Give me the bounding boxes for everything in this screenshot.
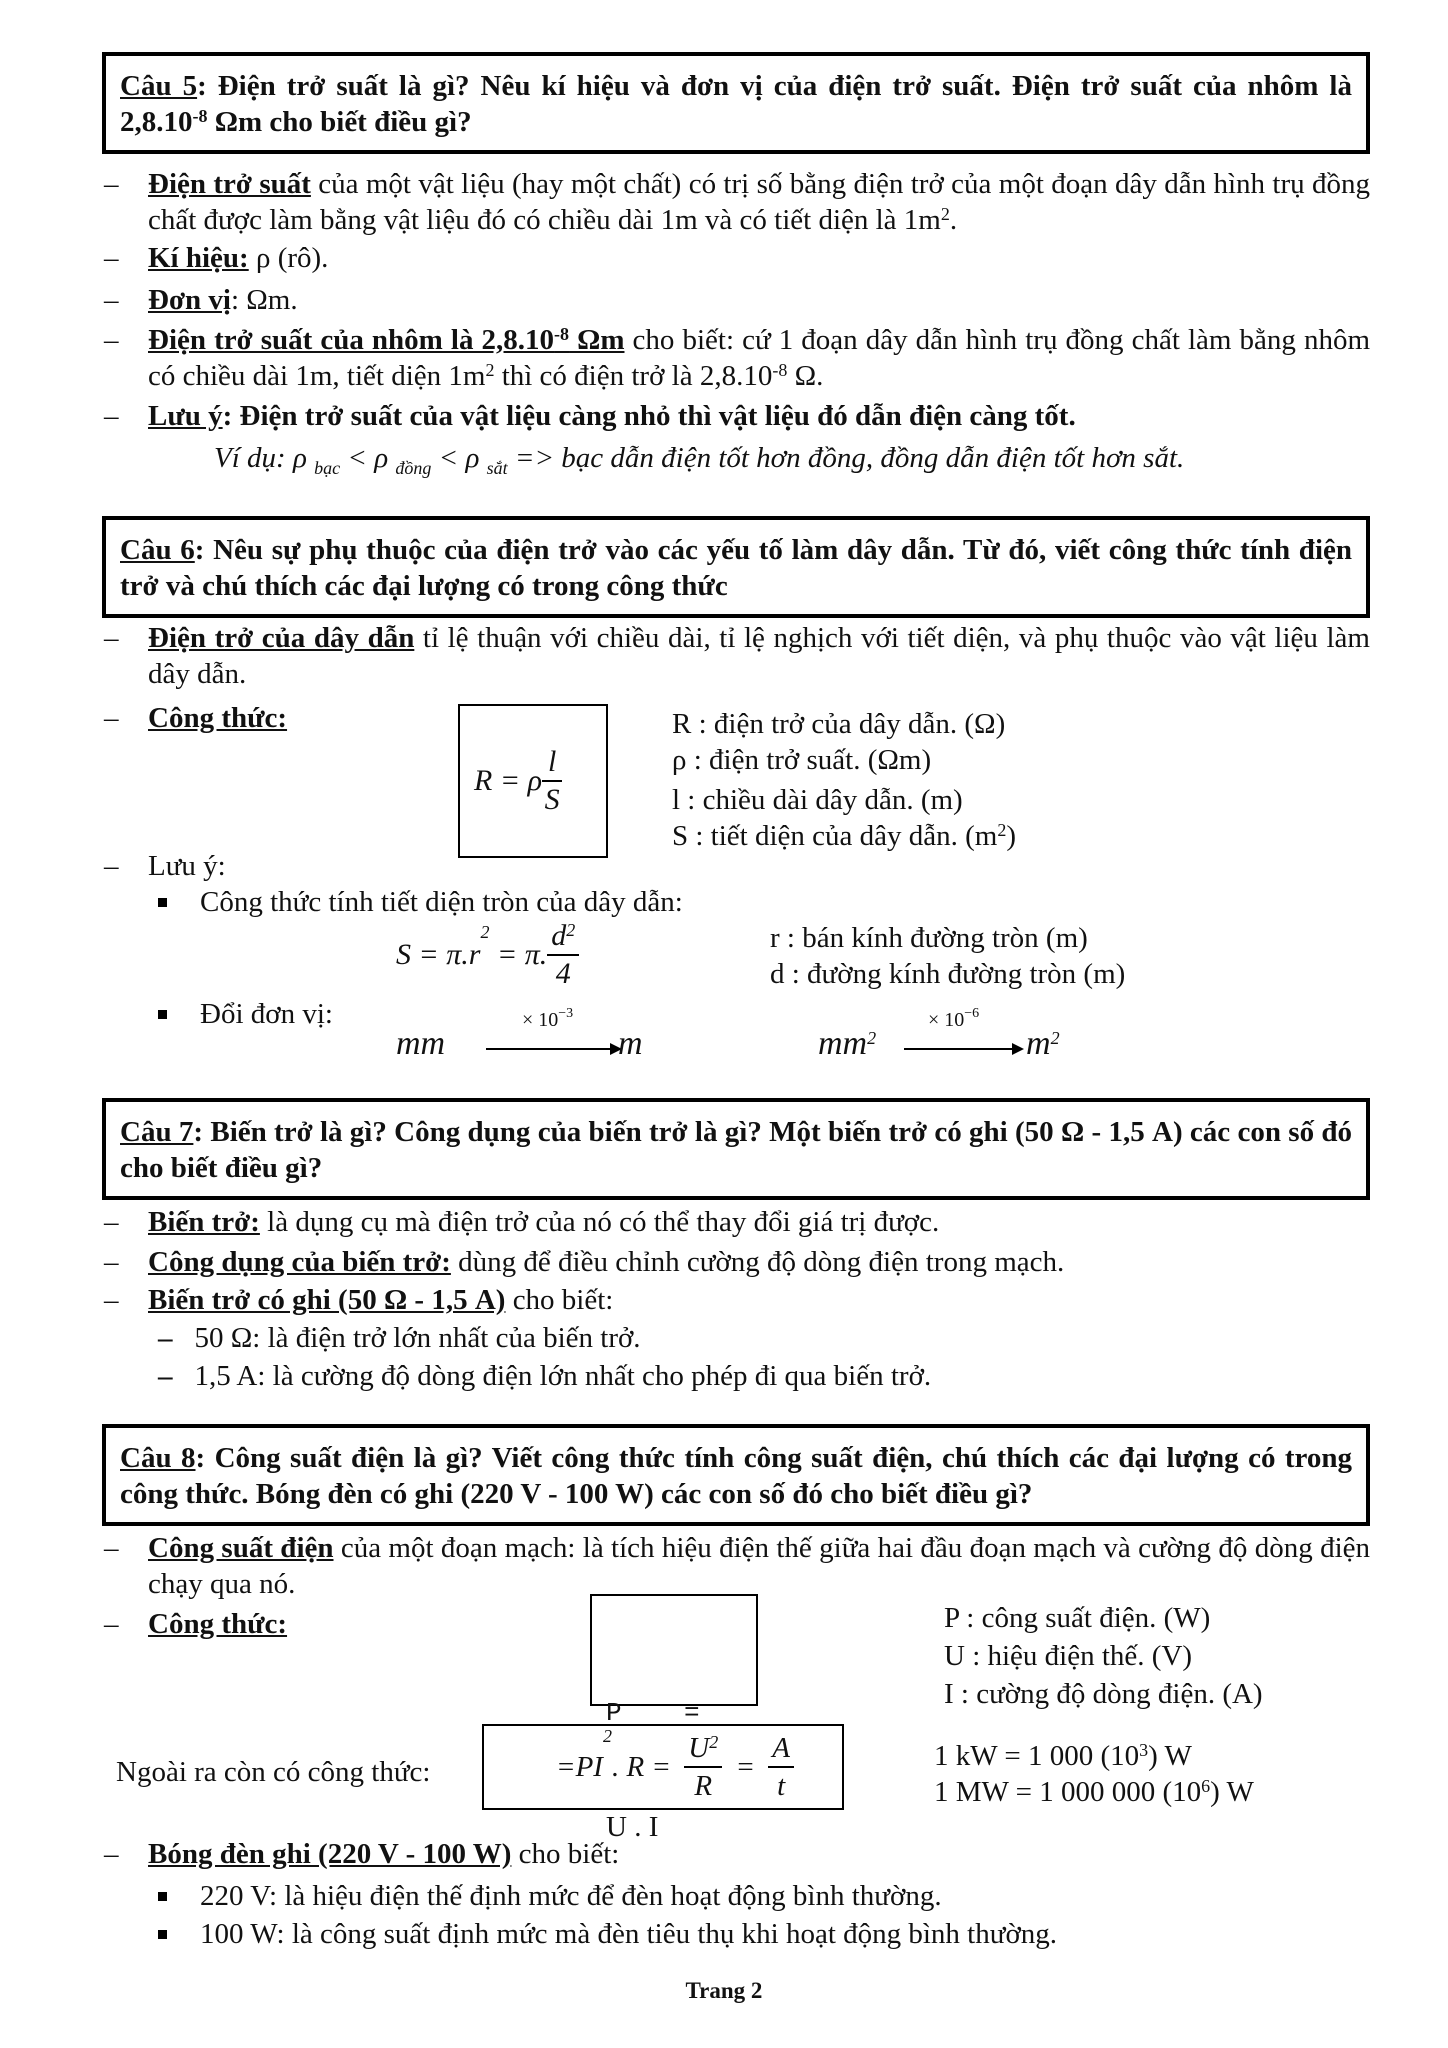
q5-definition (102, 166, 1370, 238)
dash: – (104, 324, 119, 356)
bullet-icon (158, 1930, 167, 1939)
question-8-label: Câu 8 (120, 1442, 196, 1474)
q6-legend-r: R : điện trở của dây dẫn. (Ω) (672, 708, 1006, 740)
q6-formula-box (458, 704, 608, 858)
q6-formula-denominator: S (544, 783, 560, 816)
q6-formula-label: Công thức: (148, 702, 288, 734)
conversion-factor: × $10^{-3}$ (522, 1006, 574, 1031)
q8-other-exponent: 2 (602, 1725, 612, 1746)
q7-rating-text: cho biết: (505, 1284, 614, 1316)
q6-legend-s-exponent: 2 (997, 820, 1007, 840)
q6-legend-rho: ρ : điện trở suất. (Ωm) (672, 744, 932, 776)
q8-other-label: Ngoài ra còn có công thức: (116, 1756, 431, 1788)
conversion-from-unit: $mm^2$ (818, 1025, 877, 1062)
q7-definition (102, 1204, 1370, 1240)
q8-other-denominator-2: t (777, 1770, 786, 1802)
q8-other-equals: = (735, 1750, 756, 1783)
q7-definition-text: là dụng cụ mà điện trở của nó có thể thay đổi giá trị được. (259, 1206, 940, 1238)
q7-rating-term: Biến trở có ghi (50 Ω - 1,5 A) (148, 1284, 506, 1316)
bullet-icon (158, 1010, 167, 1019)
dash: – (104, 242, 119, 274)
q6-circle-numerator: d (551, 919, 567, 952)
list-item (158, 1320, 641, 1356)
dash: – (104, 850, 119, 882)
q8-other-lhs: =PI (556, 1750, 603, 1783)
q6-conversion-1 (396, 1008, 676, 1068)
q5-aluminium-text-2: thì có điện trở là 2,8.10 (494, 360, 773, 392)
q5-unit (102, 282, 1370, 318)
q8-definition (102, 1530, 1370, 1602)
question-8-title: : Công suất điện là gì? Viết công thức tính công suất điện, chú thích các đại lượng có trong công thức. Bóng đèn có ghi (220 V - 100 W) các con số đó cho biết điều gì? (120, 1442, 1352, 1510)
q8-bulb-text: cho biết: (511, 1838, 620, 1870)
q6-circle-formula (396, 918, 579, 992)
q5-example (214, 440, 1184, 486)
q5-symbol-label: Kí hiệu: (148, 242, 249, 274)
q8-bulb-term: Bóng đèn ghi (220 V - 100 W) (148, 1838, 512, 1870)
q5-note-text: : Điện trở suất của vật liệu càng nhỏ thì vật liệu đó dẫn điện càng tốt. (222, 400, 1076, 432)
dash: – (158, 1360, 173, 1392)
question-6-box (102, 516, 1370, 618)
conversion-from-unit: mm (396, 1025, 446, 1062)
q7-usage-text: dùng để điều chỉnh cường độ dòng điện trong mạch. (450, 1246, 1065, 1278)
q5-symbol-value: ρ (rô). (248, 242, 329, 274)
question-5-title-end: Ωm cho biết điều gì? (207, 106, 472, 138)
dash: – (104, 1284, 119, 1316)
q8-other-numerator-1-exponent: 2 (709, 1732, 719, 1752)
q8-formula-line-2: U . I (606, 1811, 659, 1843)
dash: – (104, 168, 119, 200)
q6-note (102, 848, 1370, 884)
q6-formula-numerator: l (542, 744, 562, 782)
dash: – (104, 1608, 119, 1640)
q6-conversion-2 (818, 1008, 1098, 1068)
q6-dependence (102, 620, 1370, 692)
q8-bulb (102, 1836, 1370, 1872)
conversion-to-unit: $m^2$ (1026, 1025, 1060, 1062)
q8-item-220v: 220 V: là hiệu điện thế định mức để đèn hoạt động bình thường. (200, 1880, 942, 1912)
q5-definition-exponent: 2 (940, 204, 950, 224)
q6-circle-legend-r: r : bán kính đường tròn (m) (770, 922, 1088, 954)
q6-circle-denominator: 4 (555, 957, 571, 990)
q5-aluminium-text: cho biết: cứ 1 đoạn dây dẫn hình trụ đồng chất làm bằng nhôm có chiều dài 1m, tiết diện 1m (148, 324, 1370, 392)
q8-other-numerator-1: U (688, 1732, 710, 1764)
q6-legend-l: l : chiều dài dây dẫn. (m) (672, 784, 963, 816)
q5-aluminium-text-3: Ω. (787, 360, 824, 392)
q6-circle-numerator-exponent: 2 (566, 920, 576, 940)
conversion-factor: × $10^{-6}$ (928, 1006, 980, 1031)
q5-note (102, 398, 1370, 434)
dash: – (158, 1322, 173, 1354)
question-7-box (102, 1098, 1370, 1200)
q5-definition-end: . (949, 204, 958, 236)
arrow-right-icon (486, 1042, 622, 1056)
dash: – (104, 400, 119, 432)
q7-definition-term: Biến trở: (148, 1206, 260, 1238)
q6-circle-legend-d: d : đường kính đường tròn (m) (770, 958, 1126, 990)
q8-other-mid: . R = (611, 1750, 671, 1783)
question-6-title: : Nêu sự phụ thuộc của điện trở vào các yếu tố làm dây dẫn. Từ đó, viết công thức tính điện trở và chú thích các đại lượng có trong công thức (120, 534, 1352, 602)
q5-note-label: Lưu ý (148, 400, 223, 432)
q5-aluminium-term-end: Ωm (569, 324, 625, 356)
dash: – (104, 284, 119, 316)
dash: – (104, 1246, 119, 1278)
q5-aluminium-exponent-3: -8 (772, 360, 788, 380)
arrow-right-icon (904, 1042, 1024, 1056)
q8-definition-term: Công suất điện (148, 1532, 334, 1564)
less-than: < (340, 442, 375, 474)
q5-example-prefix: Ví dụ: (214, 442, 293, 474)
q5-aluminium-exponent-2: 2 (485, 360, 495, 380)
q6-formula-lhs: R = ρ (474, 764, 542, 797)
q8-kw: 1 kW = 1 000 $(10^3)$ W (934, 1740, 1192, 1772)
q7-usage-term: Công dụng của biến trở: (148, 1246, 451, 1278)
q5-aluminium-term: Điện trở suất của nhôm là 2,8.10 (148, 324, 555, 356)
q8-other-denominator-1: R (694, 1770, 713, 1802)
q6-legend-s-end: ) (1006, 820, 1017, 852)
q6-convert-label: Đổi đơn vị: (200, 998, 333, 1030)
q5-sub-iron: sắt (486, 457, 508, 478)
q8-other-numerator-2: A (768, 1730, 794, 1768)
q5-unit-value: : Ωm. (230, 284, 298, 316)
q8-other-formula-box (482, 1724, 844, 1810)
q8-item-100w: 100 W: là công suất định mức mà đèn tiêu thụ khi hoạt động bình thường. (200, 1918, 1058, 1950)
list-item (158, 1358, 931, 1394)
q5-aluminium (102, 322, 1370, 394)
rho-symbol: ρ (465, 442, 480, 474)
question-7-title: : Biến trở là gì? Công dụng của biến trở là gì? Một biến trở có ghi (50 Ω - 1,5 A) các con số đó cho biết điều gì? (120, 1116, 1352, 1184)
q7-item-text: 1,5 A: là cường độ dòng điện lớn nhất cho phép đi qua biến trở. (194, 1360, 932, 1392)
q5-example-end: => bạc dẫn điện tốt hơn đồng, đồng dẫn điện tốt hơn sắt. (507, 442, 1185, 474)
q5-symbol (102, 240, 1370, 276)
q6-circle-lhs: S = π.r (396, 938, 481, 971)
q6-dependence-text: tỉ lệ thuận với chiều dài, tỉ lệ nghịch với tiết diện, và phụ thuộc vào vật liệu làm dây dẫn. (148, 622, 1370, 690)
q8-legend-i: I : cường độ dòng điện. (A) (944, 1678, 1263, 1710)
q7-usage (102, 1244, 1370, 1280)
q6-circle-exponent: 2 (480, 922, 490, 943)
q8-definition-text: của một đoạn mạch: là tích hiệu điện thế giữa hai đầu đoạn mạch và cường độ dòng điện chạy qua nó. (148, 1532, 1370, 1600)
dash: – (104, 622, 119, 654)
q6-legend-s-text: S : tiết diện của dây dẫn. (m (672, 820, 998, 852)
q5-sub-copper: đồng (395, 457, 432, 478)
dash: – (104, 1838, 119, 1870)
q5-aluminium-exponent: -8 (554, 324, 570, 344)
rho-symbol: ρ (292, 442, 307, 474)
q8-legend-p: P : công suất điện. (W) (944, 1602, 1211, 1634)
question-5-box (102, 52, 1370, 154)
q8-formula-label: Công thức: (148, 1608, 288, 1640)
q7-item-text: 50 Ω: là điện trở lớn nhất của biến trở. (194, 1322, 641, 1354)
q8-formula-line-1: P = (606, 1698, 700, 1728)
bullet-icon (158, 1892, 167, 1901)
question-7-label: Câu 7 (120, 1116, 194, 1148)
less-than: < (431, 442, 466, 474)
question-8-box (102, 1424, 1370, 1526)
q6-circle-mid: = π. (489, 938, 548, 971)
q8-mw: 1 MW = 1 000 000 $(10^6)$ W (934, 1776, 1254, 1808)
q6-note-label: Lưu ý: (148, 850, 226, 882)
question-5-title: : Điện trở suất là gì? Nêu kí hiệu và đơn vị của điện trở suất. Điện trở suất của nhôm là 2,8.10 (120, 70, 1352, 138)
question-5-title-exponent: -8 (192, 106, 208, 126)
q8-legend-u: U : hiệu điện thế. (V) (944, 1640, 1193, 1672)
q5-sub-silver: bạc (314, 457, 341, 478)
q6-circle-label: Công thức tính tiết diện tròn của dây dẫn: (200, 886, 683, 918)
dash: – (104, 1206, 119, 1238)
q5-unit-label: Đơn vị (148, 284, 231, 316)
q7-rating (102, 1282, 1370, 1318)
dash: – (104, 1532, 119, 1564)
q8-formula-box (590, 1594, 758, 1843)
q5-definition-text: của một vật liệu (hay một chất) có trị số bằng điện trở của một đoạn dây dẫn hình trụ đồng chất được làm bằng vật liệu đó có chiều dài 1m và có tiết diện là 1m (148, 168, 1370, 236)
rho-symbol: ρ (374, 442, 389, 474)
dash: – (104, 702, 119, 734)
q5-definition-term: Điện trở suất (148, 168, 311, 200)
q6-dependence-term: Điện trở của dây dẫn (148, 622, 415, 654)
question-6-label: Câu 6 (120, 534, 195, 566)
bullet-icon (158, 898, 167, 907)
page-footer: Trang 2 (685, 1978, 763, 2003)
conversion-to-unit: m (618, 1025, 643, 1062)
question-5-label: Câu 5 (120, 70, 198, 102)
